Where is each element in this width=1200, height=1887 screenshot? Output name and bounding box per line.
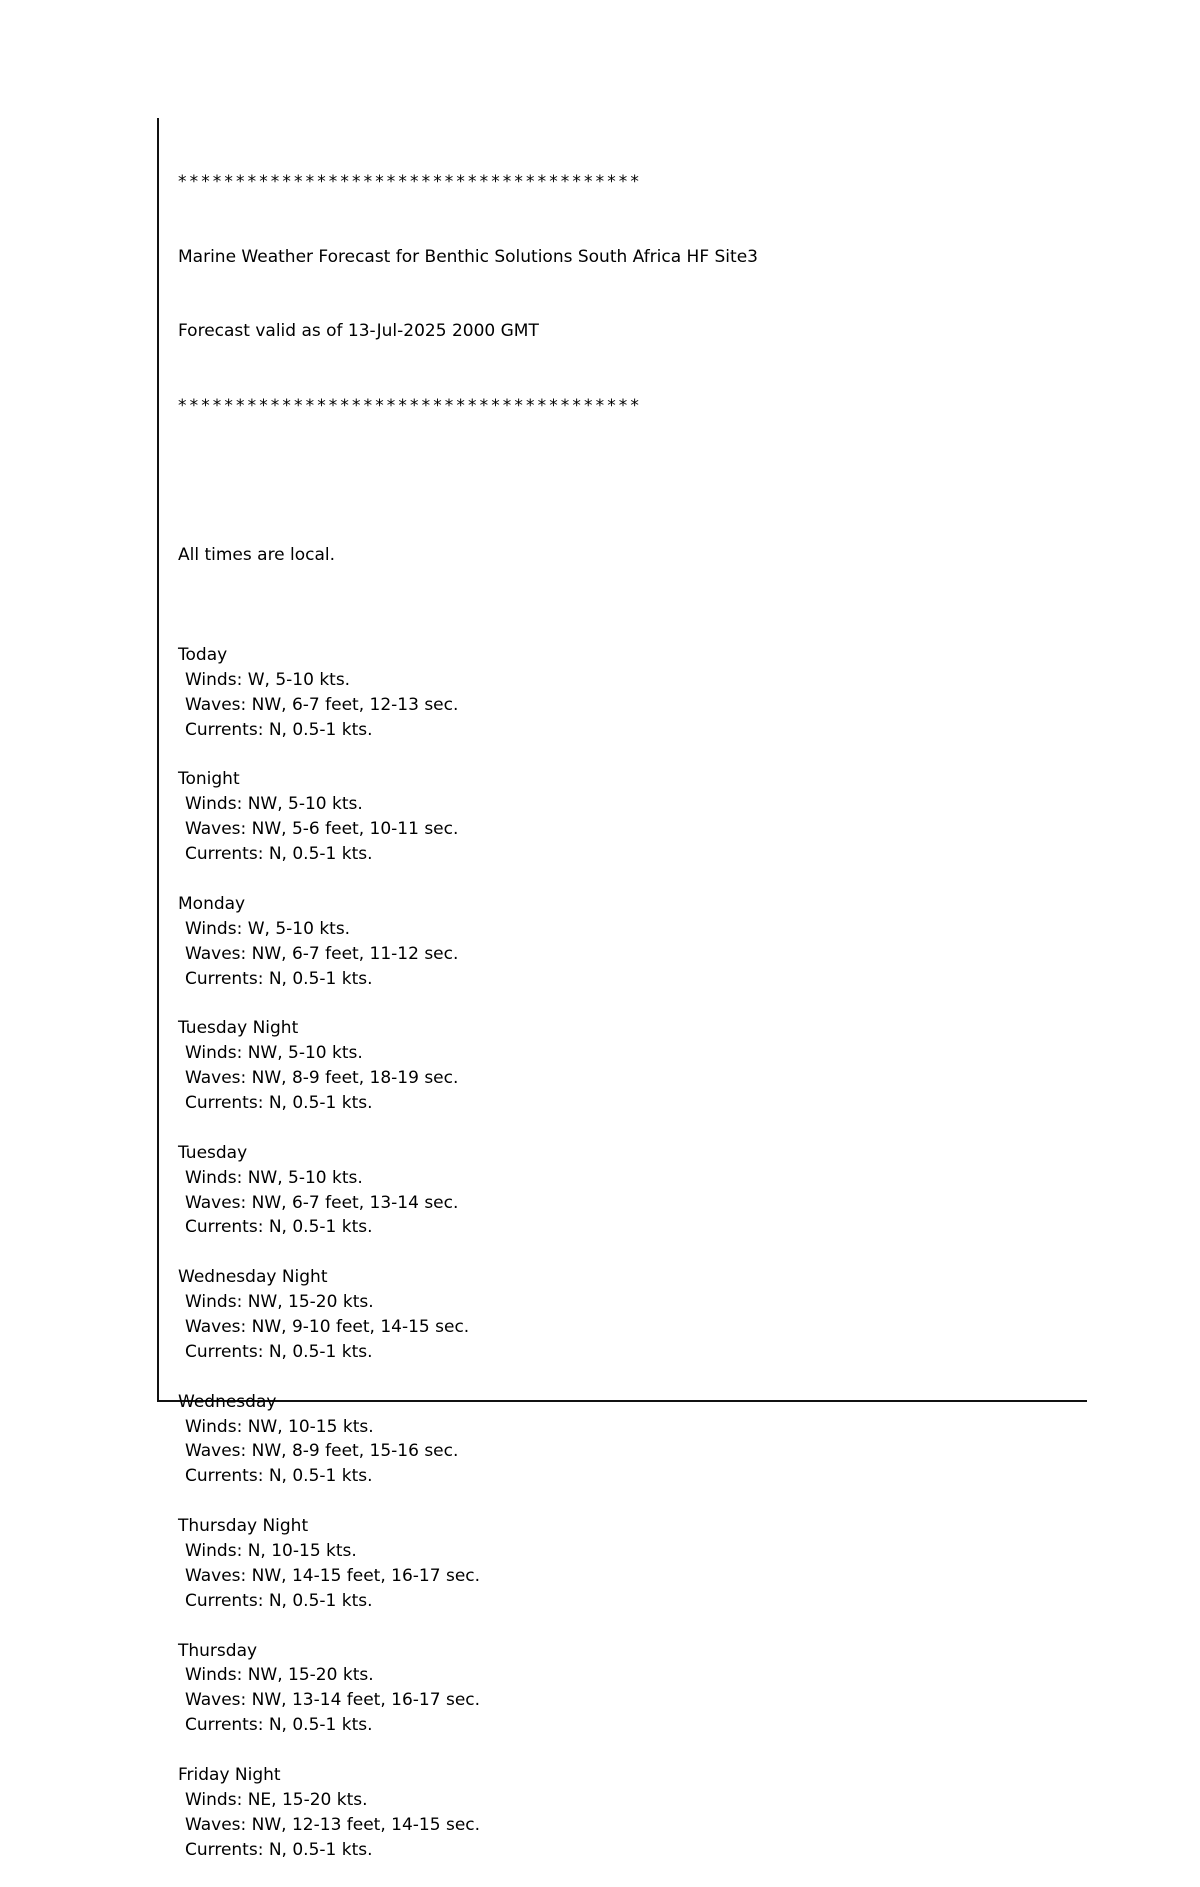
- currents-line: Currents: N, 0.5-1 kts.: [185, 1341, 373, 1362]
- blank-line: [178, 469, 1138, 494]
- separator-bottom: ****************************************: [178, 395, 642, 416]
- forecast-period-tuesday: [178, 1141, 1138, 1241]
- winds-line: Winds: NW, 5-10 kts.: [185, 1167, 363, 1188]
- period-name: Monday: [178, 893, 246, 914]
- winds-line: Winds: W, 5-10 kts.: [185, 918, 351, 939]
- period-name: Tuesday Night: [178, 1018, 299, 1039]
- period-name: Wednesday Night: [178, 1267, 328, 1288]
- winds-line: Winds: NE, 15-20 kts.: [185, 1789, 368, 1810]
- waves-line: Waves: NW, 6-7 feet, 13-14 sec.: [185, 1192, 459, 1213]
- waves-line: Waves: NW, 13-14 feet, 16-17 sec.: [185, 1690, 481, 1711]
- waves-line: Waves: NW, 8-9 feet, 15-16 sec.: [185, 1441, 459, 1462]
- winds-line: Winds: NW, 5-10 kts.: [185, 1043, 363, 1064]
- currents-line: Currents: N, 0.5-1 kts.: [185, 719, 373, 740]
- winds-line: Winds: NW, 15-20 kts.: [185, 1292, 374, 1313]
- winds-line: Winds: NW, 15-20 kts.: [185, 1665, 374, 1686]
- forecast-periods: [178, 643, 1138, 1863]
- winds-line: Winds: N, 10-15 kts.: [185, 1540, 357, 1561]
- winds-line: Winds: NW, 5-10 kts.: [185, 794, 363, 815]
- forecast-period-tuesday-night: [178, 1016, 1138, 1116]
- currents-line: Currents: N, 0.5-1 kts.: [185, 1839, 373, 1860]
- currents-line: Currents: N, 0.5-1 kts.: [185, 1466, 373, 1487]
- waves-line: Waves: NW, 6-7 feet, 11-12 sec.: [185, 943, 459, 964]
- currents-line: Currents: N, 0.5-1 kts.: [185, 844, 373, 865]
- forecast-period-tonight: [178, 767, 1138, 867]
- separator-top: ****************************************: [178, 171, 642, 192]
- forecast-period-wednesday: [178, 1390, 1138, 1490]
- currents-line: Currents: N, 0.5-1 kts.: [185, 1217, 373, 1238]
- winds-line: Winds: W, 5-10 kts.: [185, 669, 351, 690]
- period-name: Today: [178, 644, 228, 665]
- waves-line: Waves: NW, 8-9 feet, 18-19 sec.: [185, 1068, 459, 1089]
- waves-line: Waves: NW, 14-15 feet, 16-17 sec.: [185, 1565, 481, 1586]
- currents-line: Currents: N, 0.5-1 kts.: [185, 968, 373, 989]
- forecast-document: [178, 120, 1138, 1887]
- period-name: Thursday Night: [178, 1516, 309, 1537]
- period-name: Tonight: [178, 769, 240, 790]
- waves-line: Waves: NW, 9-10 feet, 14-15 sec.: [185, 1316, 470, 1337]
- forecast-period-friday-night: [178, 1763, 1138, 1863]
- forecast-period-monday: [178, 892, 1138, 992]
- period-name: Tuesday: [178, 1142, 248, 1163]
- forecast-validity: Forecast valid as of 13-Jul-2025 2000 GMT: [178, 321, 539, 342]
- waves-line: Waves: NW, 5-6 feet, 10-11 sec.: [185, 819, 459, 840]
- forecast-period-thursday-night: [178, 1514, 1138, 1614]
- waves-line: Waves: NW, 12-13 feet, 14-15 sec.: [185, 1814, 481, 1835]
- winds-line: Winds: NW, 10-15 kts.: [185, 1416, 374, 1437]
- currents-line: Currents: N, 0.5-1 kts.: [185, 1590, 373, 1611]
- period-name: Friday Night: [178, 1765, 281, 1785]
- currents-line: Currents: N, 0.5-1 kts.: [185, 1092, 373, 1113]
- waves-line: Waves: NW, 6-7 feet, 12-13 sec.: [185, 694, 459, 715]
- forecast-period-thursday: [178, 1639, 1138, 1739]
- times-note: All times are local.: [178, 545, 336, 566]
- forecast-period-wednesday-night: [178, 1265, 1138, 1365]
- period-name: Thursday: [178, 1640, 258, 1661]
- period-name: Wednesday: [178, 1391, 277, 1412]
- currents-line: Currents: N, 0.5-1 kts.: [185, 1715, 373, 1736]
- forecast-title: Marine Weather Forecast for Benthic Solutions South Africa HF Site3: [178, 246, 758, 267]
- forecast-period-today: [178, 643, 1138, 743]
